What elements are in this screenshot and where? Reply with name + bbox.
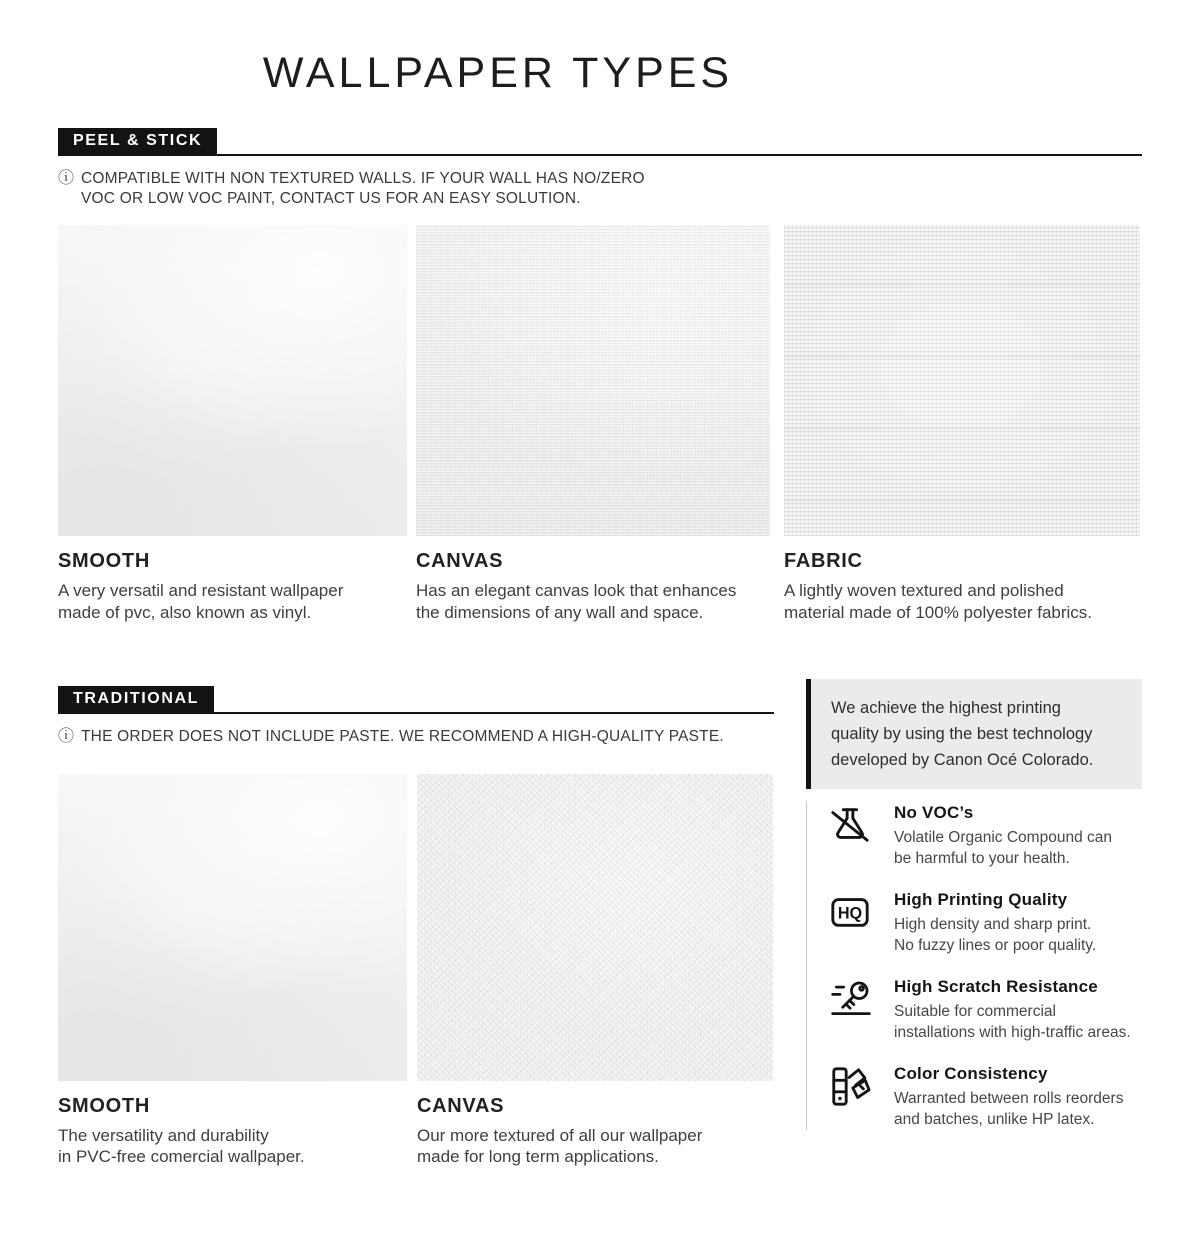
traditional-label: TRADITIONAL bbox=[58, 686, 214, 712]
swatch-description: Our more textured of all our wallpaper made for long term applications. bbox=[417, 1125, 703, 1166]
no-voc-flask-icon bbox=[829, 803, 873, 869]
feature-title: No VOC’s bbox=[894, 803, 974, 822]
canvas-texture-sample bbox=[416, 225, 770, 536]
feature-description: Suitable for commercial installations with high-traffic areas. bbox=[894, 1003, 1131, 1041]
feature-title: Color Consistency bbox=[894, 1064, 1048, 1083]
rough-canvas-texture-sample bbox=[417, 774, 773, 1081]
quote-line: developed by Canon Océ Colorado. bbox=[831, 751, 1094, 769]
note-text bbox=[81, 727, 724, 747]
feature-color-consistency bbox=[829, 1064, 1142, 1130]
quote-box bbox=[806, 679, 1142, 789]
color-fan-icon bbox=[829, 1064, 873, 1130]
feature-list bbox=[806, 801, 1142, 1130]
traditional-swatch-row bbox=[58, 774, 774, 1168]
quote-line: We achieve the highest printing bbox=[831, 699, 1061, 717]
traditional-note bbox=[58, 727, 774, 747]
swatch-name: CANVAS bbox=[417, 1094, 505, 1117]
feature-title: High Scratch Resistance bbox=[894, 977, 1098, 996]
fabric-texture-sample bbox=[784, 225, 1140, 536]
swatch-name: SMOOTH bbox=[58, 550, 150, 572]
smooth-texture-sample bbox=[58, 774, 407, 1081]
info-icon: ⓘ bbox=[58, 170, 75, 187]
hq-badge-icon bbox=[829, 890, 873, 956]
feature-high-printing-quality bbox=[829, 890, 1142, 956]
scratch-key-icon bbox=[829, 977, 873, 1043]
printing-quality-sidebar bbox=[806, 653, 1142, 1168]
quote-line: quality by using the best technology bbox=[831, 725, 1093, 743]
note-line: COMPATIBLE WITH NON TEXTURED WALLS. IF YOUR WALL HAS NO/ZERO bbox=[81, 170, 645, 187]
note-line: VOC OR LOW VOC PAINT, CONTACT US FOR AN EASY SOLUTION. bbox=[81, 189, 581, 207]
swatch-name: FABRIC bbox=[784, 550, 863, 572]
note-line: THE ORDER DOES NOT INCLUDE PASTE. WE RECOMMEND A HIGH-QUALITY PASTE. bbox=[81, 728, 724, 745]
feature-no-voc bbox=[829, 803, 1142, 869]
smooth-texture-sample bbox=[58, 225, 407, 536]
wallpaper-types-infographic bbox=[0, 49, 1200, 1252]
swatch-name: SMOOTH bbox=[58, 1094, 150, 1117]
feature-description: Volatile Organic Compound can be harmful to your health. bbox=[894, 829, 1112, 867]
traditional-section-header bbox=[58, 686, 774, 714]
peel-and-stick-label: PEEL & STICK bbox=[58, 128, 217, 154]
swatch-name: CANVAS bbox=[416, 550, 504, 572]
page-title: WALLPAPER TYPES bbox=[262, 49, 734, 97]
swatch-column-canvas bbox=[416, 225, 770, 623]
note-text bbox=[81, 169, 645, 208]
feature-high-scratch-resistance bbox=[829, 977, 1142, 1043]
traditional-section bbox=[58, 653, 1142, 1168]
feature-text bbox=[894, 1064, 1123, 1130]
info-icon: ⓘ bbox=[58, 728, 75, 745]
swatch-column-canvas bbox=[417, 774, 773, 1168]
feature-title: High Printing Quality bbox=[894, 890, 1068, 909]
svg-text:HQ: HQ bbox=[837, 904, 863, 923]
feature-text bbox=[894, 803, 1112, 869]
traditional-left-column bbox=[58, 653, 774, 1168]
swatch-column-fabric bbox=[784, 225, 1140, 623]
swatch-description: A very versatil and resistant wallpaper made of pvc, also known as vinyl. bbox=[58, 581, 344, 622]
feature-text bbox=[894, 977, 1131, 1043]
swatch-column-smooth bbox=[58, 225, 407, 623]
peel-and-stick-swatch-row bbox=[58, 225, 1142, 623]
swatch-column-smooth bbox=[58, 774, 407, 1168]
peel-and-stick-note bbox=[58, 169, 1142, 208]
swatch-description: The versatility and durability in PVC-free comercial wallpaper. bbox=[58, 1125, 305, 1166]
swatch-description: A lightly woven textured and polished material made of 100% polyester fabrics. bbox=[784, 581, 1093, 622]
feature-text bbox=[894, 890, 1096, 956]
peel-and-stick-section-header bbox=[58, 128, 1142, 156]
feature-description: Warranted between rolls reorders and batches, unlike HP latex. bbox=[894, 1090, 1124, 1128]
feature-description: High density and sharp print. No fuzzy lines or poor quality. bbox=[894, 916, 1097, 954]
swatch-description: Has an elegant canvas look that enhances the dimensions of any wall and space. bbox=[416, 581, 737, 622]
